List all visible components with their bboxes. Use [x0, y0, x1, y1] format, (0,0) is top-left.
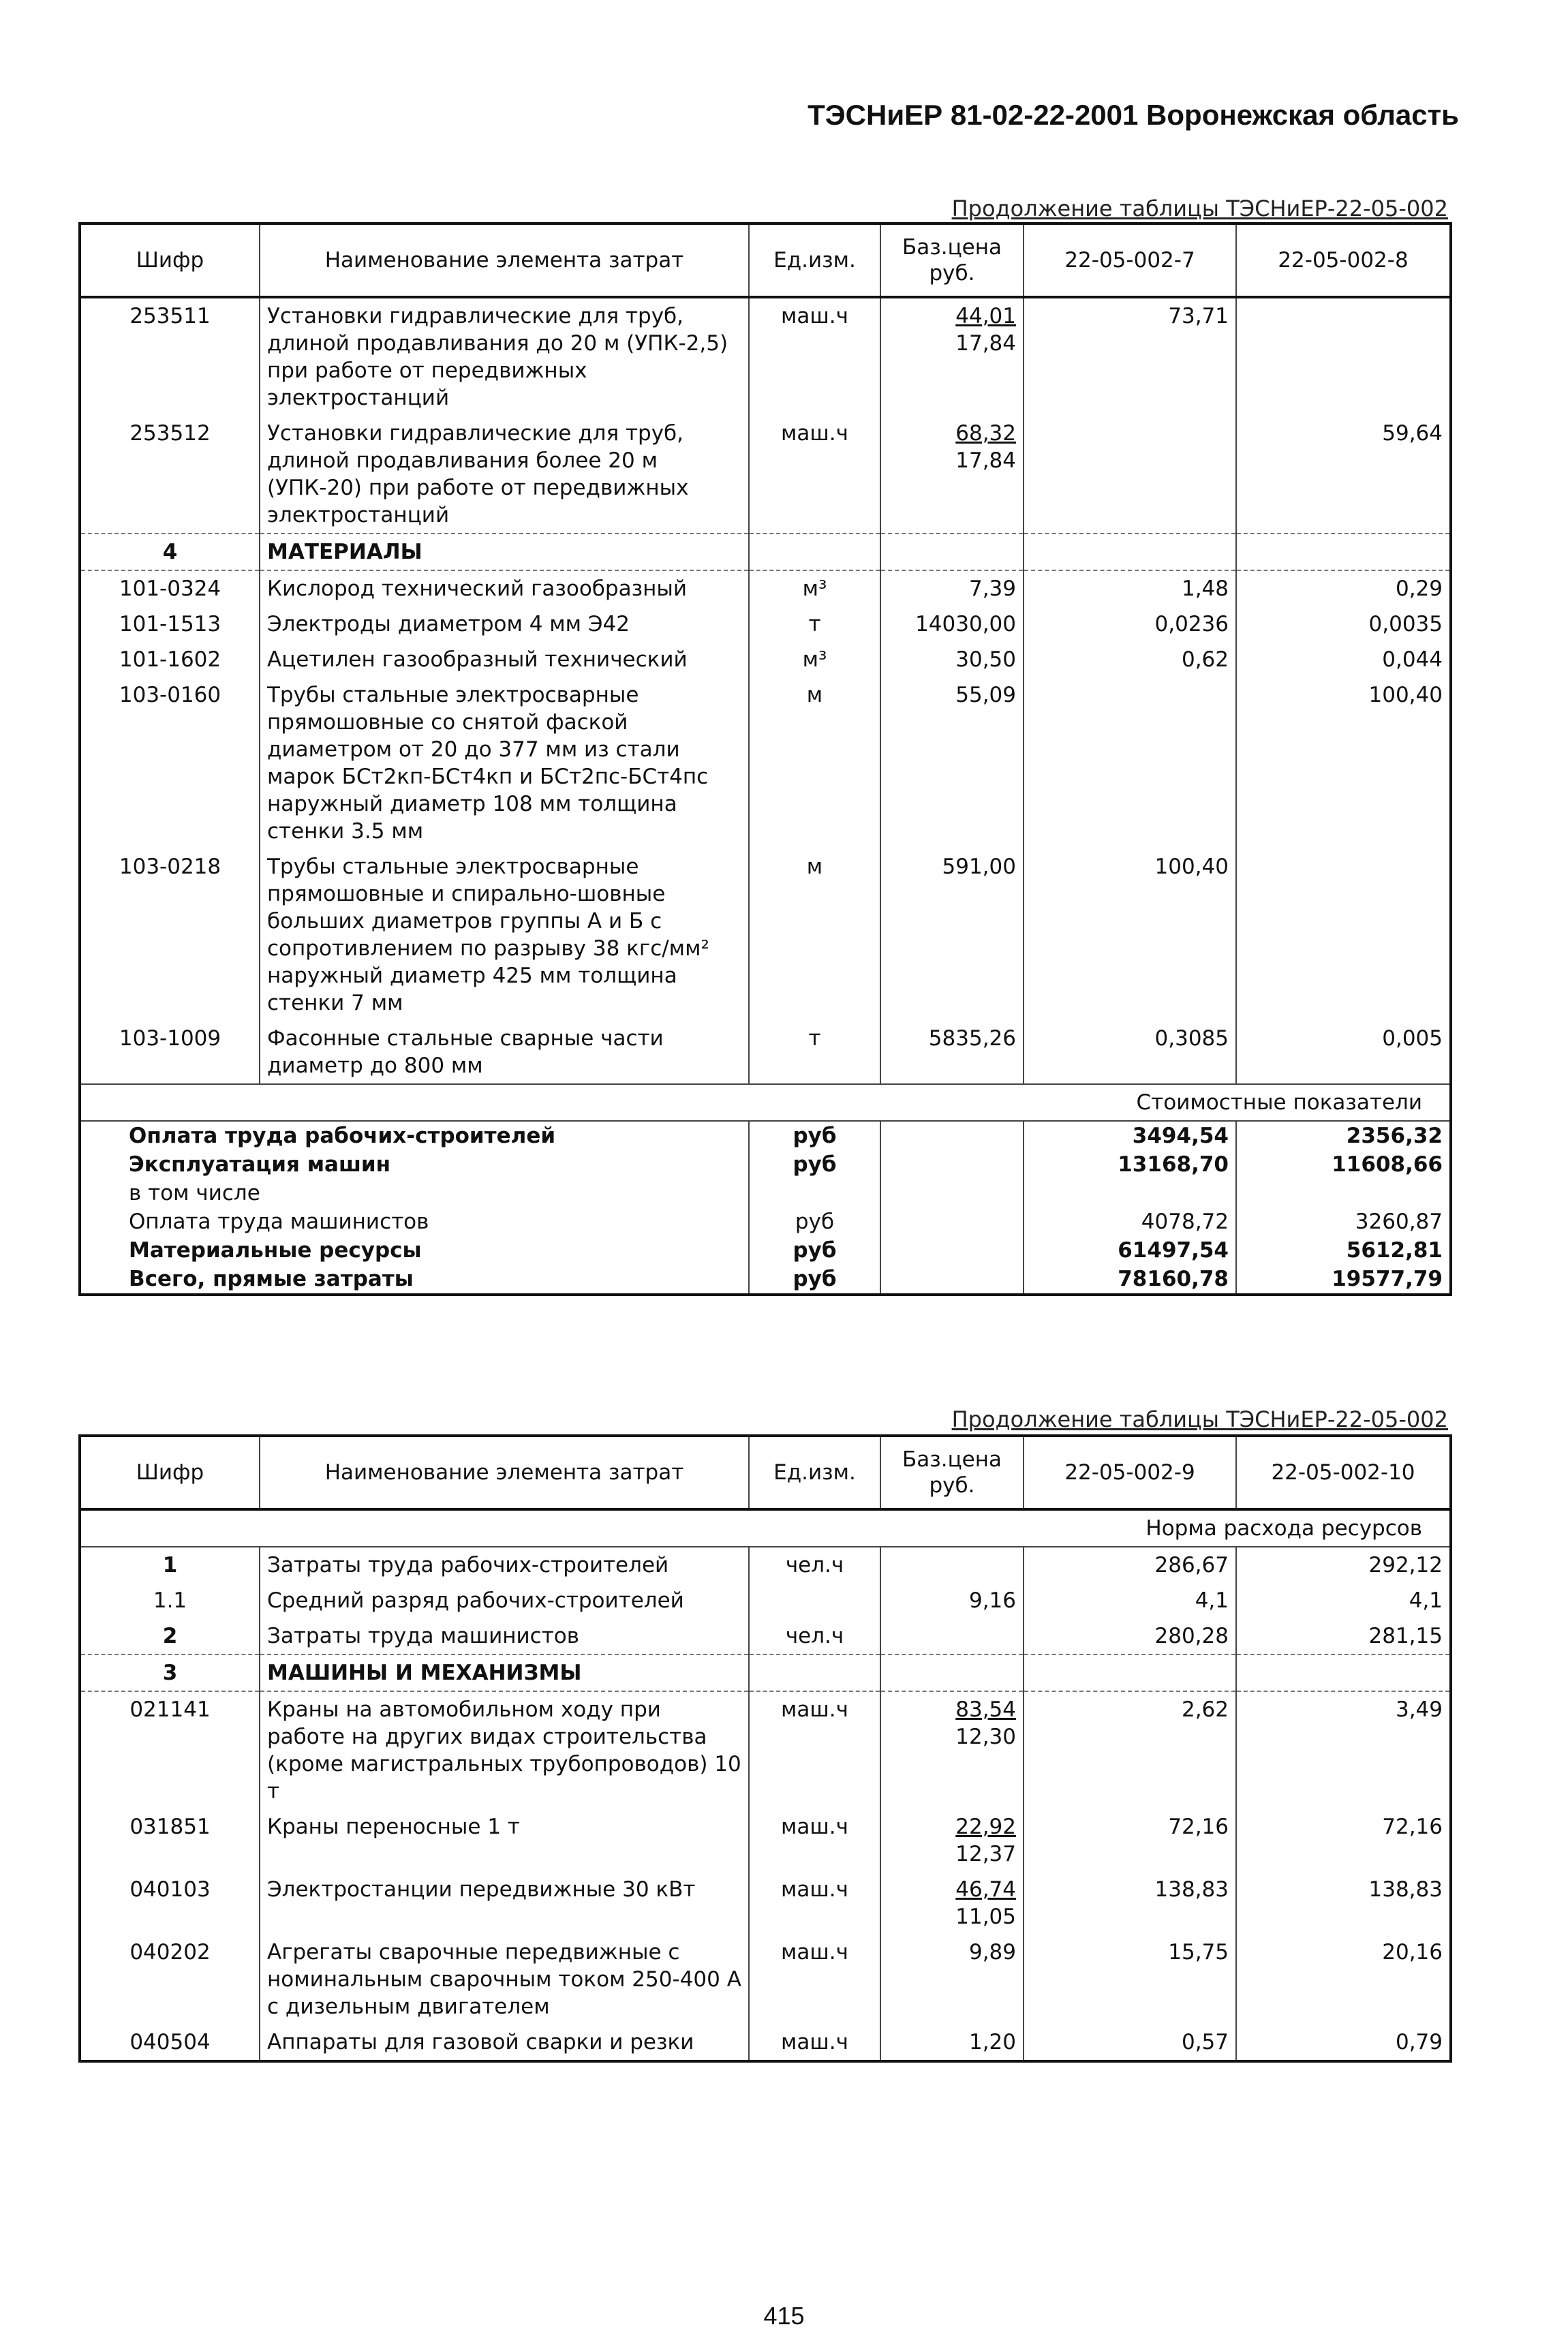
page-number: 415 — [763, 2302, 805, 2330]
summary-row — [80, 1265, 1451, 1295]
name-cell: Трубы стальные электросварные прямошовные и спирально-шовные больших диаметров группы А и Б с сопротивлением по разрыву 38 кгс/мм² наружный диаметр 425 мм толщина стенки 7 мм — [260, 849, 749, 1021]
base-price-cell — [880, 1809, 1024, 1872]
table-row — [80, 606, 1451, 642]
table-row — [80, 849, 1451, 1021]
column-header: 22-05-002-8 — [1236, 224, 1451, 297]
rates-table-1 — [78, 222, 1452, 1296]
unit-cell: маш.ч — [749, 1691, 880, 1809]
column-header: Наименование элемента затрат — [260, 224, 749, 297]
summary-value-2: 5612,81 — [1236, 1236, 1451, 1265]
code-cell: 040103 — [80, 1872, 260, 1935]
value-cell-2: 138,83 — [1236, 1872, 1451, 1935]
unit-cell: маш.ч — [749, 297, 880, 416]
value-cell-1: 0,62 — [1024, 642, 1236, 677]
summary-row — [80, 1121, 1451, 1150]
column-header: Ед.изм. — [749, 224, 880, 297]
value-cell-1: 72,16 — [1024, 1809, 1236, 1872]
summary-value-1: 61497,54 — [1024, 1236, 1236, 1265]
code-cell: 101-1602 — [80, 642, 260, 677]
unit-cell: чел.ч — [749, 1618, 880, 1654]
caption-prefix: Продолжение таблицы — [951, 1406, 1227, 1432]
base-price-cell — [880, 1583, 1024, 1618]
column-header: Шифр — [80, 1436, 260, 1509]
summary-value-2: 2356,32 — [1236, 1121, 1451, 1150]
value-cell-1: 286,67 — [1024, 1547, 1236, 1583]
table-header-row — [80, 1436, 1451, 1509]
value-cell-1: 15,75 — [1024, 1935, 1236, 2024]
code-cell: 253512 — [80, 416, 260, 534]
value-cell-2: 281,15 — [1236, 1618, 1451, 1654]
name-cell: МАТЕРИАЛЫ — [260, 534, 749, 570]
value-cell-2: 0,29 — [1236, 570, 1451, 606]
summary-unit: руб — [749, 1265, 880, 1295]
name-cell: Ацетилен газообразный технический — [260, 642, 749, 677]
summary-label: Оплата труда машинистов — [80, 1207, 749, 1236]
name-cell: Кислород технический газообразный — [260, 570, 749, 606]
summary-label: Эксплуатация машин — [80, 1150, 749, 1179]
column-header: Шифр — [80, 224, 260, 297]
value-cell-2 — [1236, 1654, 1451, 1691]
base-price-cell — [880, 1935, 1024, 2024]
section-row — [80, 1654, 1451, 1691]
base-price: 1,20 — [968, 2030, 1016, 2054]
unit-cell — [749, 1654, 880, 1691]
value-cell-2: 0,0035 — [1236, 606, 1451, 642]
base-price-cell — [880, 534, 1024, 570]
unit-cell — [749, 534, 880, 570]
summary-unit: руб — [749, 1207, 880, 1236]
code-cell: 040202 — [80, 1935, 260, 2024]
machinist-wage-price: 11,05 — [955, 1905, 1016, 1929]
base-price-cell — [880, 570, 1024, 606]
code-cell: 103-0218 — [80, 849, 260, 1021]
value-cell-1: 0,0236 — [1024, 606, 1236, 642]
base-price: 83,54 — [955, 1697, 1016, 1722]
value-cell-1: 100,40 — [1024, 849, 1236, 1021]
name-cell: Затраты труда рабочих-строителей — [260, 1547, 749, 1583]
summary-label: Всего, прямые затраты — [80, 1265, 749, 1295]
value-cell-2: 20,16 — [1236, 1935, 1451, 2024]
value-cell-1: 4,1 — [1024, 1583, 1236, 1618]
value-cell-2: 100,40 — [1236, 677, 1451, 849]
value-cell-2: 0,044 — [1236, 642, 1451, 677]
unit-cell: т — [749, 1021, 880, 1084]
value-cell-1: 138,83 — [1024, 1872, 1236, 1935]
base-price: 9,16 — [968, 1588, 1016, 1613]
unit-cell: м — [749, 849, 880, 1021]
machinist-wage-price: 12,30 — [955, 1725, 1016, 1749]
column-header: 22-05-002-10 — [1236, 1436, 1451, 1509]
summary-label: в том числе — [80, 1179, 749, 1207]
summary-value-1: 78160,78 — [1024, 1265, 1236, 1295]
summary-price — [880, 1207, 1024, 1236]
value-cell-1: 73,71 — [1024, 297, 1236, 416]
summary-label: Материальные ресурсы — [80, 1236, 749, 1265]
rates-table-2 — [78, 1434, 1452, 2063]
summary-price — [880, 1121, 1024, 1150]
value-cell-2 — [1236, 534, 1451, 570]
column-header: Баз.цена руб. — [880, 224, 1024, 297]
base-price: 591,00 — [942, 854, 1016, 879]
name-cell: Краны на автомобильном ходу при работе на других видах строительства (кроме магистральных трубопроводов) 10 т — [260, 1691, 749, 1809]
table-row — [80, 1691, 1451, 1809]
base-price-cell — [880, 2024, 1024, 2061]
base-price: 9,89 — [968, 1940, 1016, 1964]
summary-row — [80, 1179, 1451, 1207]
code-cell: 021141 — [80, 1691, 260, 1809]
unit-cell: чел.ч — [749, 1547, 880, 1583]
summary-value-1 — [1024, 1179, 1236, 1207]
value-cell-2: 72,16 — [1236, 1809, 1451, 1872]
unit-cell: маш.ч — [749, 1872, 880, 1935]
code-cell: 031851 — [80, 1809, 260, 1872]
column-header: Ед.изм. — [749, 1436, 880, 1509]
value-cell-1: 0,57 — [1024, 2024, 1236, 2061]
base-price: 55,09 — [955, 683, 1016, 707]
table-row — [80, 1583, 1451, 1618]
base-price: 44,01 — [955, 304, 1016, 328]
name-cell: Средний разряд рабочих-строителей — [260, 1583, 749, 1618]
table-row — [80, 642, 1451, 677]
column-header: 22-05-002-9 — [1024, 1436, 1236, 1509]
summary-row — [80, 1207, 1451, 1236]
table-row — [80, 1021, 1451, 1084]
summary-price — [880, 1265, 1024, 1295]
code-cell: 4 — [80, 534, 260, 570]
column-header: Баз.цена руб. — [880, 1436, 1024, 1509]
value-cell-1: 2,62 — [1024, 1691, 1236, 1809]
code-cell: 3 — [80, 1654, 260, 1691]
unit-cell — [749, 1583, 880, 1618]
table-row — [80, 1935, 1451, 2024]
summary-value-2 — [1236, 1179, 1451, 1207]
value-cell-1: 0,3085 — [1024, 1021, 1236, 1084]
value-cell-1: 280,28 — [1024, 1618, 1236, 1654]
summary-row — [80, 1236, 1451, 1265]
unit-cell: маш.ч — [749, 416, 880, 534]
name-cell: МАШИНЫ И МЕХАНИЗМЫ — [260, 1654, 749, 1691]
base-price: 30,50 — [955, 647, 1016, 672]
value-cell-2: 4,1 — [1236, 1583, 1451, 1618]
unit-cell: маш.ч — [749, 2024, 880, 2061]
summary-price — [880, 1179, 1024, 1207]
name-cell: Аппараты для газовой сварки и резки — [260, 2024, 749, 2061]
summary-row — [80, 1150, 1451, 1179]
summary-price — [880, 1236, 1024, 1265]
value-cell-2: 292,12 — [1236, 1547, 1451, 1583]
column-header: 22-05-002-7 — [1024, 224, 1236, 297]
caption-prefix: Продолжение таблицы — [951, 196, 1227, 221]
value-cell-2: 0,005 — [1236, 1021, 1451, 1084]
unit-cell: маш.ч — [749, 1935, 880, 2024]
base-price-cell — [880, 606, 1024, 642]
unit-cell: маш.ч — [749, 1809, 880, 1872]
value-cell-2: 59,64 — [1236, 416, 1451, 534]
caption-ref: ТЭСНиЕР-22-05-002 — [1226, 196, 1448, 221]
code-cell: 101-1513 — [80, 606, 260, 642]
base-price-cell — [880, 1618, 1024, 1654]
base-price: 46,74 — [955, 1877, 1016, 1902]
summary-value-1: 4078,72 — [1024, 1207, 1236, 1236]
value-cell-1 — [1024, 677, 1236, 849]
table-row — [80, 416, 1451, 534]
table-row — [80, 1809, 1451, 1872]
base-price-cell — [880, 1547, 1024, 1583]
summary-unit: руб — [749, 1121, 880, 1150]
summary-value-2: 19577,79 — [1236, 1265, 1451, 1295]
value-cell-1 — [1024, 416, 1236, 534]
base-price-cell — [880, 642, 1024, 677]
summary-value-2: 3260,87 — [1236, 1207, 1451, 1236]
column-header: Наименование элемента затрат — [260, 1436, 749, 1509]
band-label: Стоимостные показатели — [80, 1084, 1451, 1121]
table1-body — [80, 224, 1451, 1295]
base-price-cell — [880, 1691, 1024, 1809]
value-cell-2: 0,79 — [1236, 2024, 1451, 2061]
table2-caption — [952, 1406, 1448, 1432]
code-cell: 103-1009 — [80, 1021, 260, 1084]
code-cell: 1 — [80, 1547, 260, 1583]
base-price-cell — [880, 1654, 1024, 1691]
name-cell: Затраты труда машинистов — [260, 1618, 749, 1654]
section-row — [80, 534, 1451, 570]
band-row — [80, 1084, 1451, 1121]
machinist-wage-price: 17,84 — [955, 331, 1016, 356]
base-price: 7,39 — [968, 576, 1016, 601]
code-cell: 103-0160 — [80, 677, 260, 849]
table-row — [80, 1872, 1451, 1935]
summary-unit: руб — [749, 1236, 880, 1265]
base-price-cell — [880, 1021, 1024, 1084]
machinist-wage-price: 12,37 — [955, 1842, 1016, 1866]
base-price: 14030,00 — [915, 612, 1016, 636]
band-row — [80, 1509, 1451, 1547]
caption-ref: ТЭСНиЕР-22-05-002 — [1226, 1406, 1448, 1432]
code-cell: 2 — [80, 1618, 260, 1654]
band-label: Норма расхода ресурсов — [80, 1509, 1451, 1547]
machinist-wage-price: 17,84 — [955, 448, 1016, 473]
base-price: 5835,26 — [928, 1026, 1016, 1051]
value-cell-2 — [1236, 849, 1451, 1021]
name-cell: Электроды диаметром 4 мм Э42 — [260, 606, 749, 642]
table-row — [80, 2024, 1451, 2061]
summary-price — [880, 1150, 1024, 1179]
code-cell: 040504 — [80, 2024, 260, 2061]
unit-cell: м³ — [749, 570, 880, 606]
table-row — [80, 1618, 1451, 1654]
table-row — [80, 1547, 1451, 1583]
table2-body — [80, 1436, 1451, 2061]
name-cell: Установки гидравлические для труб, длиной продавливания до 20 м (УПК-2,5) при работе от передвижных электростанций — [260, 297, 749, 416]
base-price-cell — [880, 677, 1024, 849]
base-price-cell — [880, 297, 1024, 416]
summary-unit: руб — [749, 1150, 880, 1179]
table-row — [80, 570, 1451, 606]
name-cell: Установки гидравлические для труб, длиной продавливания более 20 м (УПК-20) при работе от передвижных электростанций — [260, 416, 749, 534]
table1-caption — [952, 196, 1448, 221]
code-cell: 1.1 — [80, 1583, 260, 1618]
unit-cell: т — [749, 606, 880, 642]
value-cell-1 — [1024, 534, 1236, 570]
table-header-row — [80, 224, 1451, 297]
code-cell: 253511 — [80, 297, 260, 416]
summary-unit — [749, 1179, 880, 1207]
summary-value-1: 13168,70 — [1024, 1150, 1236, 1179]
table-row — [80, 677, 1451, 849]
table-row — [80, 297, 1451, 416]
value-cell-2 — [1236, 297, 1451, 416]
base-price-cell — [880, 849, 1024, 1021]
code-cell: 101-0324 — [80, 570, 260, 606]
unit-cell: м — [749, 677, 880, 849]
base-price: 22,92 — [955, 1815, 1016, 1839]
value-cell-1 — [1024, 1654, 1236, 1691]
summary-value-2: 11608,66 — [1236, 1150, 1451, 1179]
value-cell-1: 1,48 — [1024, 570, 1236, 606]
summary-value-1: 3494,54 — [1024, 1121, 1236, 1150]
name-cell: Краны переносные 1 т — [260, 1809, 749, 1872]
name-cell: Агрегаты сварочные передвижные с номинальным сварочным током 250-400 А с дизельным двигателем — [260, 1935, 749, 2024]
value-cell-2: 3,49 — [1236, 1691, 1451, 1809]
document-header: ТЭСНиЕР 81-02-22-2001 Воронежская область — [808, 99, 1459, 131]
base-price: 68,32 — [955, 421, 1016, 446]
name-cell: Электростанции передвижные 30 кВт — [260, 1872, 749, 1935]
unit-cell: м³ — [749, 642, 880, 677]
summary-label: Оплата труда рабочих-строителей — [80, 1121, 749, 1150]
base-price-cell — [880, 1872, 1024, 1935]
base-price-cell — [880, 416, 1024, 534]
name-cell: Фасонные стальные сварные части диаметр до 800 мм — [260, 1021, 749, 1084]
name-cell: Трубы стальные электросварные прямошовные со снятой фаской диаметром от 20 до 377 мм из стали марок БСт2кп-БСт4кп и БСт2пс-БСт4пс наружный диаметр 108 мм толщина стенки 3.5 мм — [260, 677, 749, 849]
